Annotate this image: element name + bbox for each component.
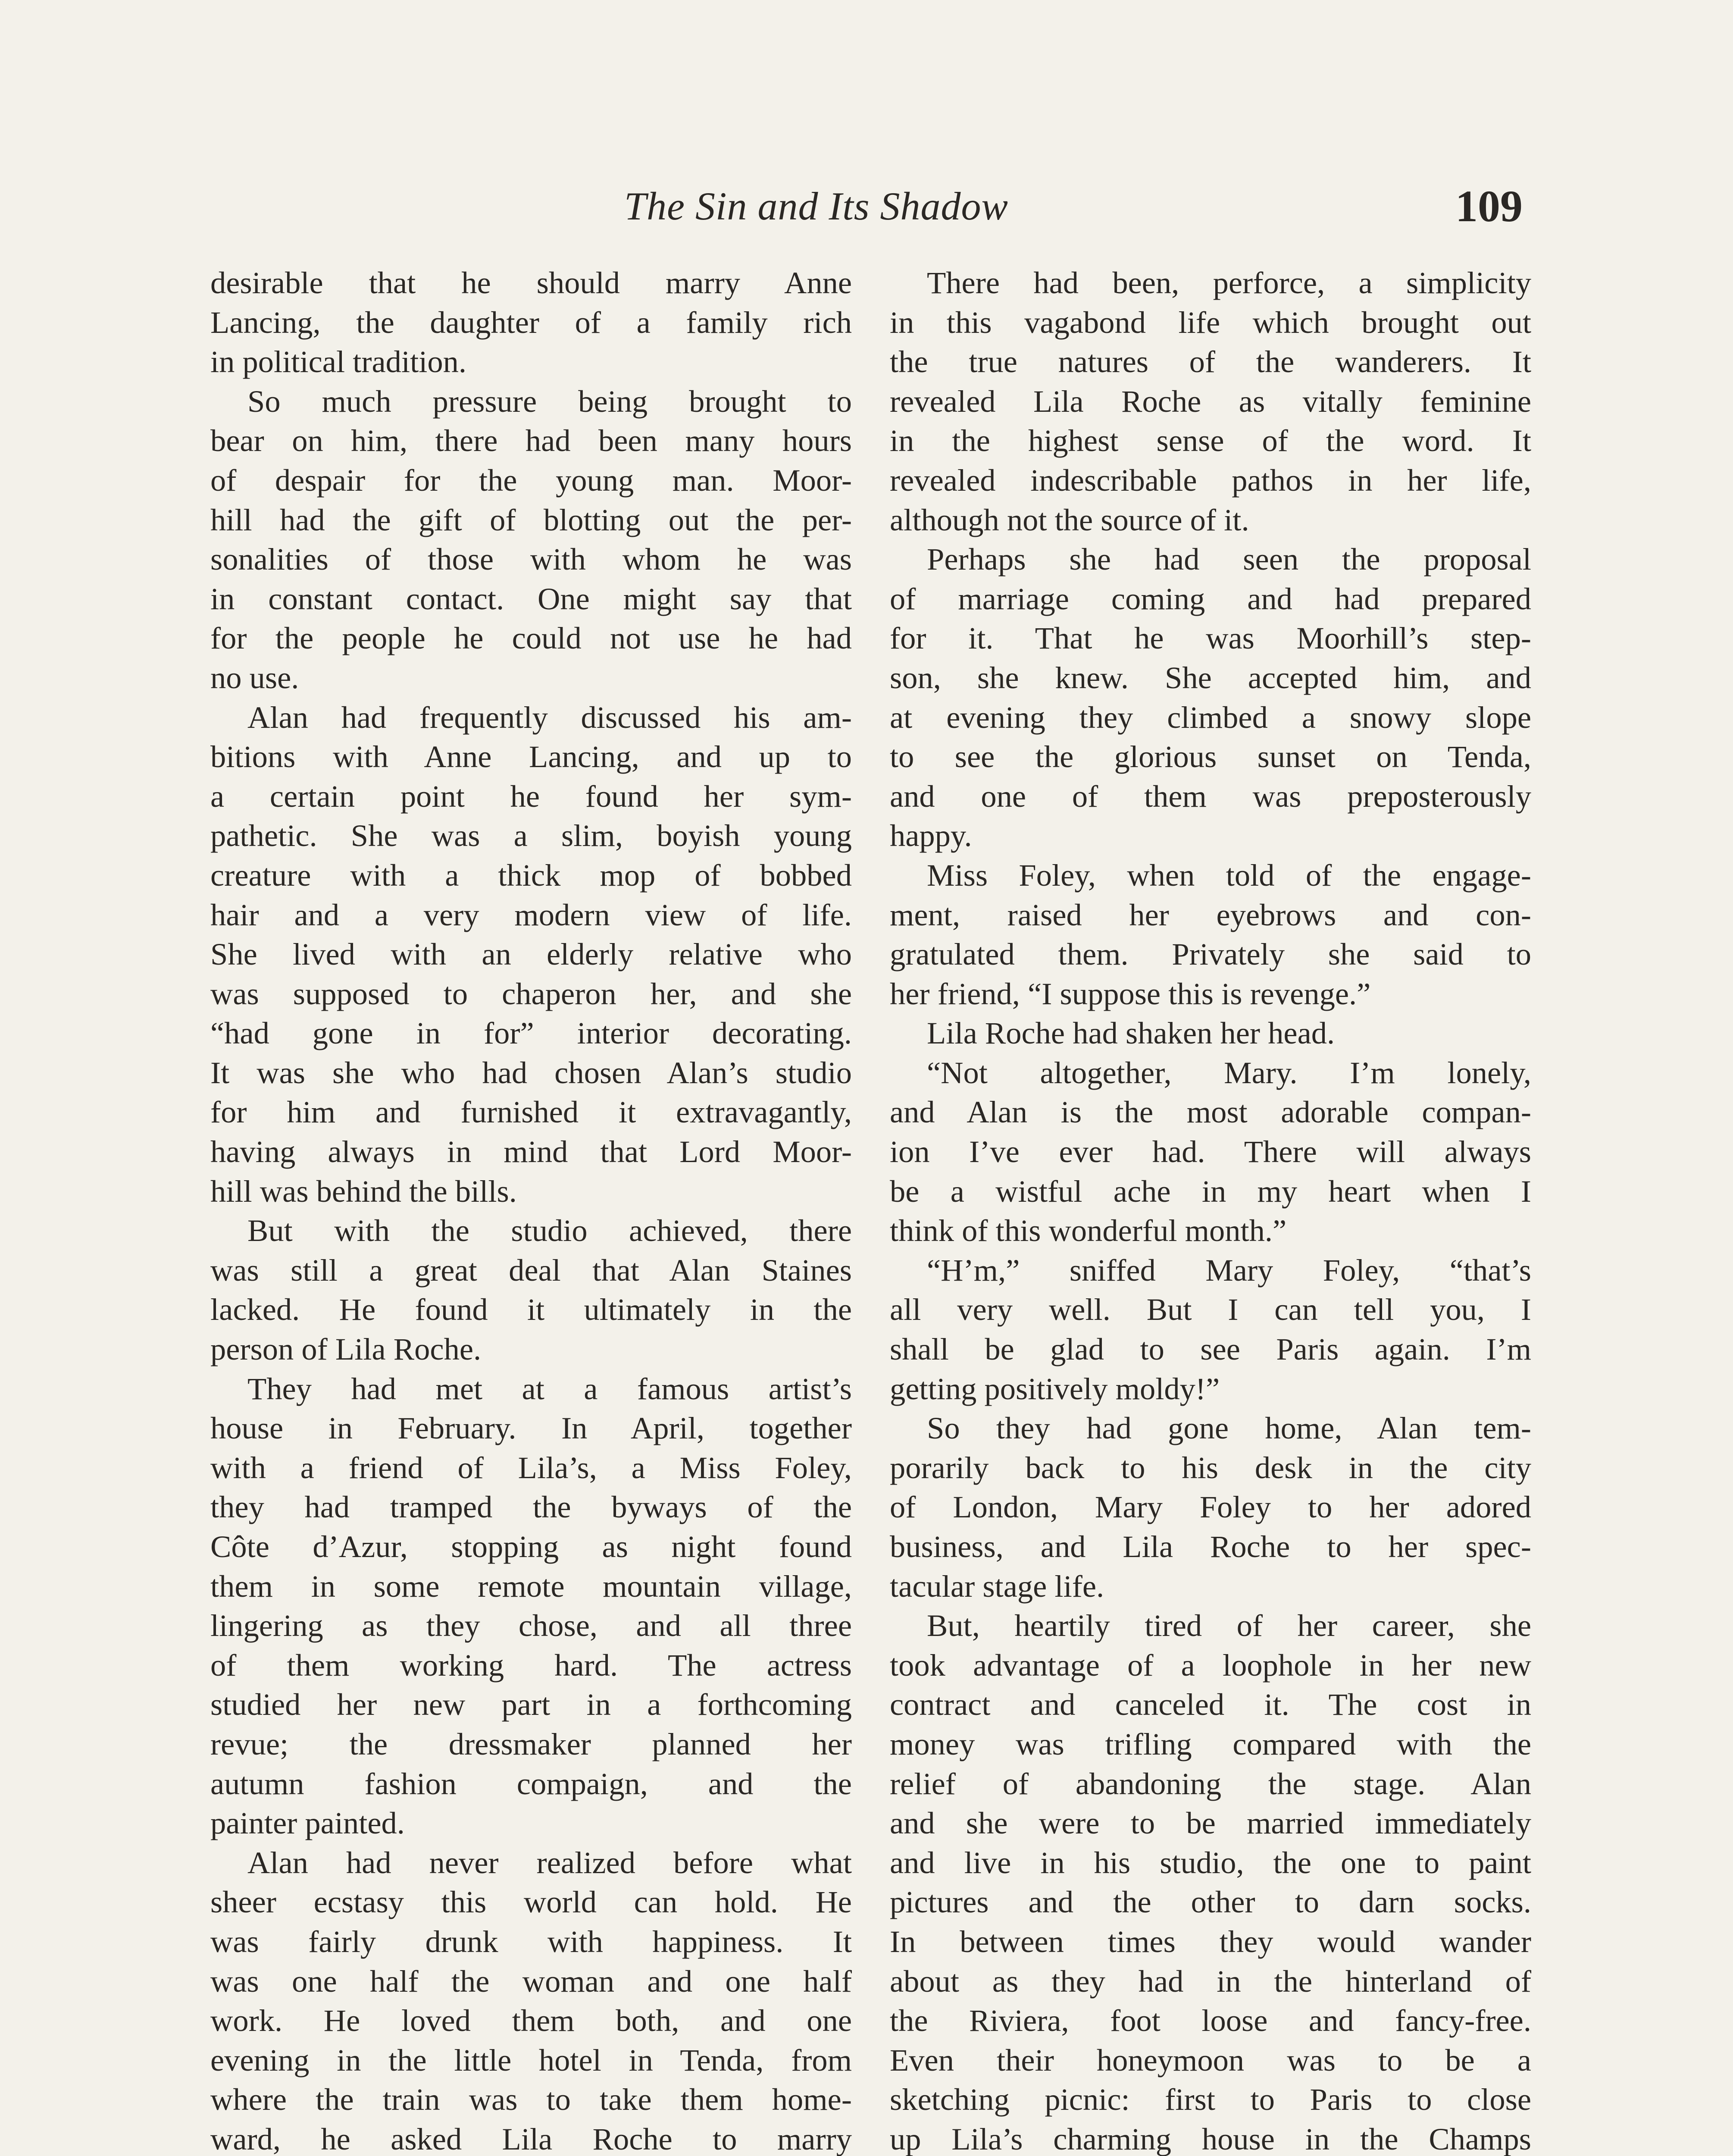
- text-line: be a wistful ache in my heart when I: [890, 1173, 1531, 1209]
- text-line: house in February. In April, together: [210, 1410, 852, 1446]
- text-line: studied her new part in a forthcoming: [210, 1687, 852, 1722]
- text-line: hill had the gift of blotting out the per-: [210, 502, 852, 537]
- text-line: about as they had in the hinterland of: [890, 1963, 1531, 1999]
- text-line: evening in the little hotel in Tenda, from: [210, 2042, 852, 2078]
- text-line: ion I’ve ever had. There will always: [890, 1134, 1531, 1169]
- text-line: Lila Roche had shaken her head.: [927, 1015, 1335, 1051]
- text-line: of despair for the young man. Moor-: [210, 462, 852, 498]
- text-line: sonalities of those with whom he was: [210, 542, 852, 577]
- text-line: creature with a thick mop of bobbed: [210, 857, 852, 893]
- text-line: So they had gone home, Alan tem-: [927, 1410, 1531, 1446]
- text-line: “Not altogether, Mary. I’m lonely,: [927, 1055, 1531, 1090]
- text-line: to see the glorious sunset on Tenda,: [890, 739, 1531, 774]
- text-line: was supposed to chaperon her, and she: [210, 976, 852, 1011]
- text-line: revealed Lila Roche as vitally feminine: [890, 383, 1531, 419]
- text-line: them in some remote mountain village,: [210, 1568, 852, 1604]
- text-line: Alan had frequently discussed his am-: [247, 699, 852, 735]
- text-line: of marriage coming and had prepared: [890, 581, 1531, 616]
- text-line: money was trifling compared with the: [890, 1726, 1531, 1761]
- text-line: There had been, perforce, a simplicity: [927, 265, 1531, 300]
- text-line: was fairly drunk with happiness. It: [210, 1924, 852, 1959]
- text-line: They had met at a famous artist’s: [247, 1371, 852, 1406]
- text-line: lingering as they chose, and all three: [210, 1608, 852, 1643]
- text-line: where the train was to take them home-: [210, 2082, 852, 2117]
- text-line: contract and canceled it. The cost in: [890, 1687, 1531, 1722]
- text-line: of London, Mary Foley to her adored: [890, 1489, 1531, 1525]
- text-line: She lived with an elderly relative who: [210, 937, 852, 972]
- text-line: although not the source of it.: [890, 502, 1249, 537]
- text-line: Even their honeymoon was to be a: [890, 2042, 1531, 2078]
- text-line: revealed indescribable pathos in her life,: [890, 462, 1531, 498]
- text-line: and one of them was preposterously: [890, 778, 1531, 814]
- text-line: pictures and the other to darn socks.: [890, 1884, 1531, 1920]
- text-line: shall be glad to see Paris again. I’m: [890, 1332, 1531, 1367]
- text-line: Perhaps she had seen the proposal: [927, 542, 1531, 577]
- text-line: for it. That he was Moorhill’s step-: [890, 620, 1531, 656]
- text-line: But with the studio achieved, there: [247, 1213, 852, 1248]
- text-line: revue; the dressmaker planned her: [210, 1726, 852, 1761]
- text-line: Lancing, the daughter of a family rich: [210, 304, 852, 340]
- text-line: her friend, “I suppose this is revenge.”: [890, 976, 1371, 1011]
- text-line: work. He loved them both, and one: [210, 2003, 852, 2038]
- text-line: Alan had never realized before what: [247, 1845, 852, 1880]
- text-line: the Riviera, foot loose and fancy-free.: [890, 2003, 1531, 2038]
- page-number: 109: [1455, 182, 1523, 231]
- text-line: So much pressure being brought to: [247, 383, 852, 419]
- text-line: they had tramped the byways of the: [210, 1489, 852, 1525]
- text-line: ward, he asked Lila Roche to marry: [210, 2121, 852, 2156]
- text-line: and she were to be married immediately: [890, 1805, 1531, 1841]
- text-line: person of Lila Roche.: [210, 1332, 482, 1367]
- text-line: porarily back to his desk in the city: [890, 1450, 1531, 1485]
- text-line: gratulated them. Privately she said to: [890, 937, 1531, 972]
- text-line: took advantage of a loophole in her new: [890, 1647, 1531, 1683]
- text-line: of them working hard. The actress: [210, 1647, 852, 1683]
- text-line: hair and a very modern view of life.: [210, 897, 852, 932]
- text-line: for him and furnished it extravagantly,: [210, 1094, 852, 1130]
- text-line: up Lila’s charming house in the Champs: [890, 2121, 1531, 2156]
- text-line: autumn fashion compaign, and the: [210, 1766, 852, 1801]
- text-line: in the highest sense of the word. It: [890, 423, 1531, 458]
- text-line: lacked. He found it ultimately in the: [210, 1292, 852, 1327]
- text-line: Côte d’Azur, stopping as night found: [210, 1529, 852, 1564]
- text-line: in this vagabond life which brought out: [890, 304, 1531, 340]
- text-line: a certain point he found her sym-: [210, 778, 852, 814]
- page-header: [210, 175, 1523, 239]
- right-text-column: [890, 263, 1531, 2156]
- text-line: pathetic. She was a slim, boyish young: [210, 818, 852, 853]
- text-line: “H’m,” sniffed Mary Foley, “that’s: [927, 1252, 1531, 1288]
- text-line: and live in his studio, the one to paint: [890, 1845, 1531, 1880]
- text-line: tacular stage life.: [890, 1568, 1104, 1604]
- text-line: the true natures of the wanderers. It: [890, 344, 1531, 379]
- text-line: desirable that he should marry Anne: [210, 265, 852, 300]
- text-line: getting positively moldy!”: [890, 1371, 1220, 1406]
- text-line: in constant contact. One might say that: [210, 581, 852, 616]
- text-line: sheer ecstasy this world can hold. He: [210, 1884, 852, 1920]
- text-line: painter painted.: [210, 1805, 405, 1841]
- text-line: all very well. But I can tell you, I: [890, 1292, 1531, 1327]
- text-line: “had gone in for” interior decorating.: [210, 1015, 852, 1051]
- left-text-column: [210, 263, 852, 2156]
- text-line: was one half the woman and one half: [210, 1963, 852, 1999]
- text-line: But, heartily tired of her career, she: [927, 1608, 1531, 1643]
- text-line: no use.: [210, 660, 299, 695]
- text-line: happy.: [890, 818, 972, 853]
- text-line: hill was behind the bills.: [210, 1173, 517, 1209]
- text-line: It was she who had chosen Alan’s studio: [210, 1055, 852, 1090]
- text-line: and Alan is the most adorable compan-: [890, 1094, 1531, 1130]
- text-line: ment, raised her eyebrows and con-: [890, 897, 1531, 932]
- text-line: relief of abandoning the stage. Alan: [890, 1766, 1531, 1801]
- text-line: In between times they would wander: [890, 1924, 1531, 1959]
- text-line: business, and Lila Roche to her spec-: [890, 1529, 1531, 1564]
- text-line: having always in mind that Lord Moor-: [210, 1134, 852, 1169]
- text-line: Miss Foley, when told of the engage-: [927, 857, 1531, 893]
- text-line: was still a great deal that Alan Staines: [210, 1252, 852, 1288]
- text-line: with a friend of Lila’s, a Miss Foley,: [210, 1450, 852, 1485]
- text-line: bear on him, there had been many hours: [210, 423, 852, 458]
- text-line: son, she knew. She accepted him, and: [890, 660, 1531, 695]
- text-line: bitions with Anne Lancing, and up to: [210, 739, 852, 774]
- text-line: at evening they climbed a snowy slope: [890, 699, 1531, 735]
- running-title: The Sin and Its Shadow: [624, 184, 1008, 228]
- text-line: think of this wonderful month.”: [890, 1213, 1287, 1248]
- text-line: sketching picnic: first to Paris to close: [890, 2082, 1531, 2117]
- text-line: for the people he could not use he had: [210, 620, 852, 656]
- text-line: in political tradition.: [210, 344, 466, 379]
